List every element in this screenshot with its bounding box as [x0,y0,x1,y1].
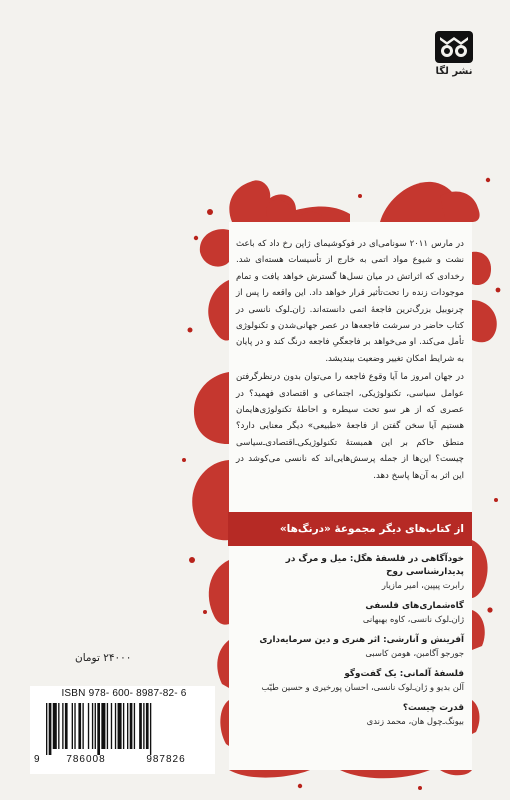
book-title: گاه‌شماری‌های فلسفی [365,601,464,611]
book-authors: بیونگ‌ـ‌چول هان، محمد زندی [366,716,464,726]
blurb-paragraph: در جهان امروز ما آیا وقوع فاجعه را می‌توان بدون درنظرگرفتن عوامل سیاسی، تکنولوژیکی، اجتماعی و اقتصادی فهمید؟ در عصری که از هر سو تحت سیطره و احاطهٔ تکنولوژی‌هایمان هستیم آیا سخن گفتن از فاجعهٔ «طبیعی» دیگر معنایی دارد؟ منطق حاکم بر این همبستهٔ تکنولوژیکی‌ـ‌اقتصادی‌ـ‌سیاسی چیست؟ این‌ها از جمله پرسش‌هایی‌اند که نانسی می‌کوشد در این اثر به آن‌ها پاسخ دهد. [236,372,464,481]
list-item [236,553,464,592]
book-authors: جورجو آگامبن، هومن کاسبی [365,648,464,658]
list-item [236,600,464,626]
barcode-digits-left: 786008 [66,754,106,765]
book-title: آفرینش و آنارشی: اثر هنری و دین سرمایه‌داری [259,635,464,645]
isbn-number: ISBN 978- 600- 8987-82- 6 [61,688,187,699]
list-item [236,668,464,694]
list-item [236,702,464,728]
series-heading: از کتاب‌های دیگر مجموعهٔ «درنگ‌ها» [279,523,464,535]
book-title: قدرت چیست؟ [402,703,464,713]
owl-eyes-icon [434,30,474,64]
book-authors: ژان‌ـ‌لوک نانسی، کاوه بهبهانی [362,614,464,624]
barcode-first-digit: 9 [34,754,40,765]
price-label: ۲۴۰۰۰ تومان [75,652,132,664]
book-title: فلسفهٔ آلمانی: یک گفت‌وگو [344,669,464,679]
publisher-logo [434,30,474,82]
publisher-name: نشر لگا [435,66,473,77]
series-heading-bar [228,512,472,546]
series-book-list [236,553,464,736]
barcode-icon [46,703,206,755]
list-item [236,634,464,660]
book-title: خودآگاهی در فلسفهٔ هگل: میل و مرگ در پدیدارشناسی روح [285,554,464,577]
book-authors: آلن بدیو و ژان‌ـ‌لوک نانسی، احسان پورخیری و حسین طیّب [261,682,464,692]
blurb-paragraph: در مارس ۲۰۱۱ سونامی‌ای در فوکوشیمای ژاپن رخ داد که باعث نشت و شیوع مواد اتمی به خارج از تأسیسات هسته‌ای شد. رخدادی که اثراتش در میان نسل‌ها گسترش خواهد یافت و تمام موجودات زنده را تحت‌تأثیر قرار خواهد داد. این واقعه را پس از چرنوبیل بزرگ‌ترین فاجعهٔ اتمی دانسته‌اند. ژان‌ـ‌لوک نانسی در کتاب حاضر در سرشت فاجعه‌ها در عصر جهانی‌شدن و تکنولوژی تأمل می‌کند. او می‌خواهد بر فاجعگیِ فاجعه درنگ کند و در پایان به شرایط امکان تغییر وضعیت بیندیشد. [236,239,464,364]
barcode-digits-right: 987826 [146,754,186,765]
back-cover-blurb [236,236,464,486]
book-authors: رابرت پیپین، امیر مازیار [381,580,464,590]
